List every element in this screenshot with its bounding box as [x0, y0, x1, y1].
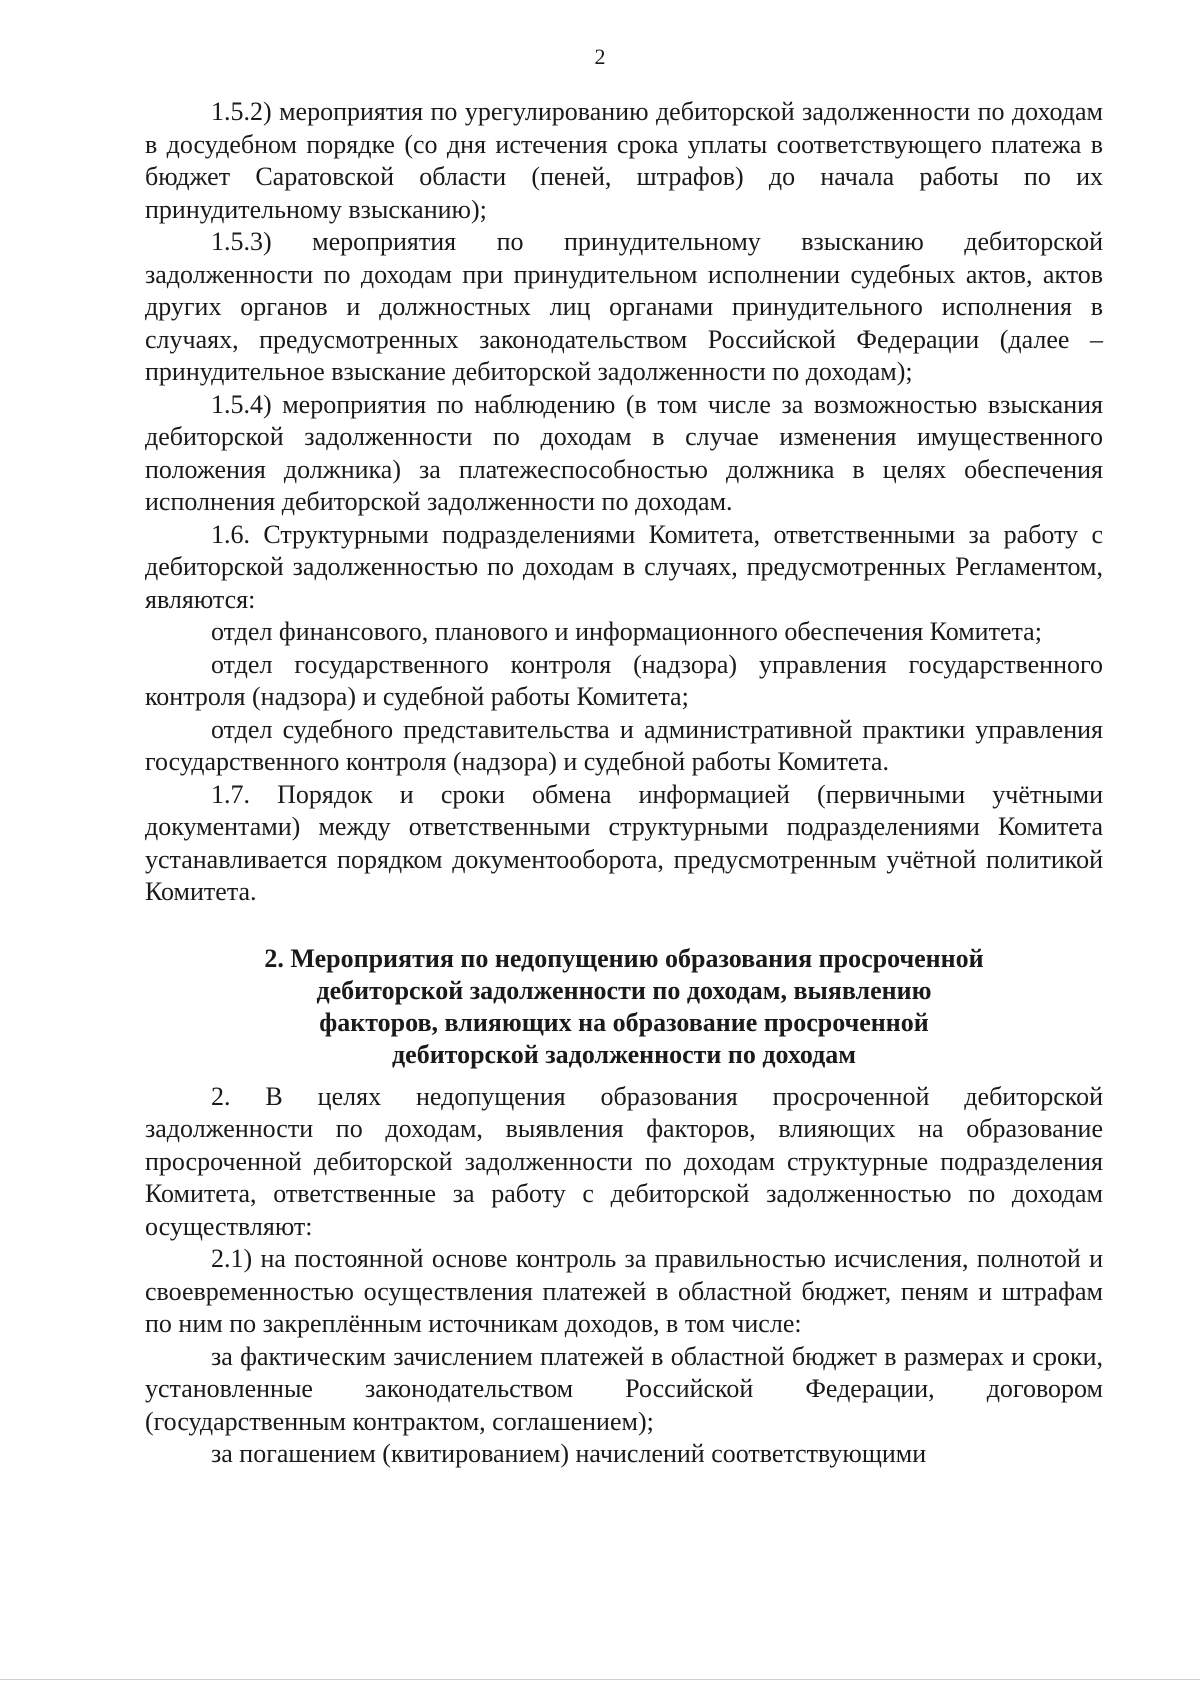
paragraph-1-5-4: 1.5.4) мероприятия по наблюдению (в том числе за возможностью взыскания дебиторской задолженности по доходам в случае изменения имущественного положения должника) за платежеспособностью должника в целях обеспечения исполнения дебиторской задолженности по доходам. [145, 389, 1103, 516]
heading-line: дебиторской задолженности по доходам, выявлению [316, 975, 932, 1005]
paragraph-2: 2. В целях недопущения образования просроченной дебиторской задолженности по доходам, выявления факторов, влияющих на образование просроченной дебиторской задолженности по доходам структурные подразделения Комитета, ответственные за работу с дебиторской задолженностью по доходам осуществляют: [145, 1081, 1103, 1241]
paragraph-dept-judicial: отдел судебного представительства и административной практики управления государственного контроля (надзора) и судебной работы Комитета. [145, 714, 1103, 776]
paragraph-1-7: 1.7. Порядок и сроки обмена информацией (первичными учётными документами) между ответственными структурными подразделениями Комитета устанавливается порядком документооборота, предусмотренным учётной политикой Комитета. [145, 779, 1103, 906]
paragraph-actual-crediting: за фактическим зачислением платежей в областной бюджет в размерах и сроки, установленные законодательством Российской Федерации, договором (государственным контрактом, соглашением); [145, 1341, 1103, 1436]
heading-line: факторов, влияющих на образование просроченной [319, 1007, 929, 1037]
paragraph-1-6: 1.6. Структурными подразделениями Комитета, ответственными за работу с дебиторской задолженностью по доходам в случаях, предусмотренных Регламентом, являются: [145, 519, 1103, 614]
heading-line: дебиторской задолженности по доходам [392, 1039, 856, 1069]
paragraph-dept-control: отдел государственного контроля (надзора) управления государственного контроля (надзора) и судебной работы Комитета; [145, 649, 1103, 711]
paragraph-2-1: 2.1) на постоянной основе контроль за правильностью исчисления, полнотой и своевременностью осуществления платежей в областной бюджет, пеням и штрафам по ним по закреплённым источникам доходов, в том числе: [145, 1244, 1103, 1338]
paragraph-repayment: за погашением (квитированием) начислений соответствующими [211, 1439, 927, 1468]
page-number: 2 [594, 44, 606, 69]
paragraph-dept-finance: отдел финансового, планового и информационного обеспечения Комитета; [211, 617, 1042, 646]
heading-line: 2. Мероприятия по недопущению образования просроченной [264, 943, 984, 973]
section-2-heading [145, 943, 1103, 1071]
paragraph-1-5-3: 1.5.3) мероприятия по принудительному взысканию дебиторской задолженности по доходам при принудительном исполнении судебных актов, актов других органов и должностных лиц органами принудительного исполнения в случаях, предусмотренных законодательством Российской Федерации (далее – принудительное взыскание дебиторской задолженности по доходам); [145, 227, 1103, 386]
page-bottom-edge [0, 1679, 1200, 1680]
document-body [145, 96, 1103, 1471]
paragraph-1-5-2: 1.5.2) мероприятия по урегулированию дебиторской задолженности по доходам в досудебном порядке (со дня истечения срока уплаты соответствующего платежа в бюджет Саратовской области (пеней, штрафов) до начала работы по их принудительному взысканию); [145, 97, 1103, 224]
